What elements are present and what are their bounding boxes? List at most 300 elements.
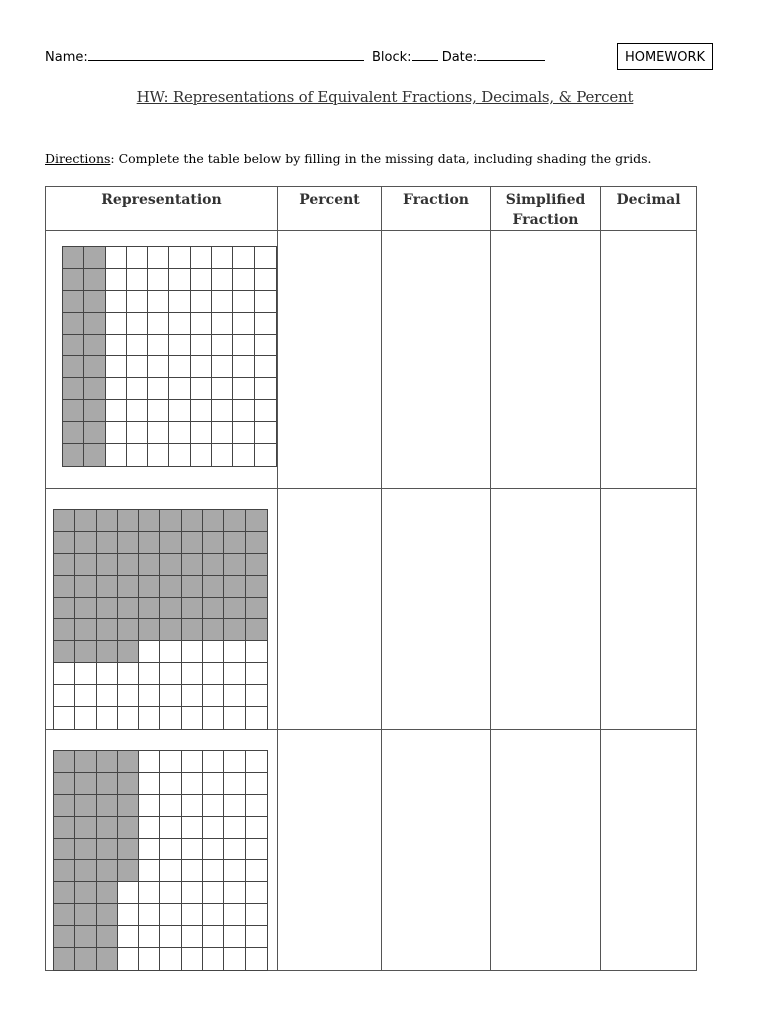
grid-square[interactable] <box>160 882 181 904</box>
grid-square-shaded[interactable] <box>246 532 267 554</box>
grid-square[interactable] <box>246 685 267 707</box>
grid-square[interactable] <box>233 356 254 378</box>
grid-square[interactable] <box>191 247 212 269</box>
grid-square[interactable] <box>139 926 160 948</box>
decimal-cell[interactable] <box>601 489 697 730</box>
grid-square[interactable] <box>148 378 169 400</box>
grid-square[interactable] <box>148 400 169 422</box>
grid-square[interactable] <box>182 795 203 817</box>
grid-square-shaded[interactable] <box>75 619 96 641</box>
grid-square-shaded[interactable] <box>224 576 245 598</box>
grid-square[interactable] <box>139 860 160 882</box>
grid-square[interactable] <box>255 335 276 357</box>
grid-square-shaded[interactable] <box>75 817 96 839</box>
grid-square-shaded[interactable] <box>75 882 96 904</box>
grid-square-shaded[interactable] <box>63 444 84 466</box>
grid-square[interactable] <box>191 291 212 313</box>
grid-square[interactable] <box>182 707 203 729</box>
grid-square[interactable] <box>255 313 276 335</box>
grid-square-shaded[interactable] <box>75 598 96 620</box>
grid-square[interactable] <box>203 641 224 663</box>
grid-square-shaded[interactable] <box>118 795 139 817</box>
grid-square[interactable] <box>148 444 169 466</box>
grid-square-shaded[interactable] <box>75 926 96 948</box>
grid-square[interactable] <box>203 751 224 773</box>
percent-cell[interactable] <box>278 730 382 971</box>
grid-square-shaded[interactable] <box>118 860 139 882</box>
grid-square[interactable] <box>233 335 254 357</box>
grid-square[interactable] <box>233 422 254 444</box>
grid-square[interactable] <box>203 707 224 729</box>
grid-square-shaded[interactable] <box>246 598 267 620</box>
grid-square-shaded[interactable] <box>203 619 224 641</box>
grid-square-shaded[interactable] <box>97 510 118 532</box>
grid-square-shaded[interactable] <box>97 795 118 817</box>
grid-square[interactable] <box>224 685 245 707</box>
grid-square[interactable] <box>160 904 181 926</box>
grid-square[interactable] <box>224 773 245 795</box>
grid-square[interactable] <box>106 422 127 444</box>
grid-square-shaded[interactable] <box>97 817 118 839</box>
grid-square-shaded[interactable] <box>75 751 96 773</box>
grid-square[interactable] <box>148 422 169 444</box>
grid-square-shaded[interactable] <box>54 598 75 620</box>
grid-square-shaded[interactable] <box>246 619 267 641</box>
grid-square[interactable] <box>203 795 224 817</box>
grid-square-shaded[interactable] <box>118 619 139 641</box>
grid-square-shaded[interactable] <box>84 444 105 466</box>
grid-square[interactable] <box>169 291 190 313</box>
grid-square-shaded[interactable] <box>139 532 160 554</box>
grid-square[interactable] <box>118 707 139 729</box>
grid-square[interactable] <box>160 707 181 729</box>
name-field[interactable] <box>88 48 364 61</box>
grid-square-shaded[interactable] <box>118 532 139 554</box>
grid-square[interactable] <box>203 817 224 839</box>
grid-square[interactable] <box>191 335 212 357</box>
decimal-cell[interactable] <box>601 730 697 971</box>
grid-square[interactable] <box>255 269 276 291</box>
grid-square[interactable] <box>182 860 203 882</box>
grid-square[interactable] <box>212 247 233 269</box>
grid-square[interactable] <box>224 882 245 904</box>
grid-square-shaded[interactable] <box>118 510 139 532</box>
grid-square[interactable] <box>233 291 254 313</box>
grid-square-shaded[interactable] <box>54 554 75 576</box>
grid-square-shaded[interactable] <box>118 554 139 576</box>
grid-square-shaded[interactable] <box>54 948 75 970</box>
grid-square-shaded[interactable] <box>97 948 118 970</box>
grid-square-shaded[interactable] <box>75 948 96 970</box>
grid-square[interactable] <box>139 641 160 663</box>
grid-square[interactable] <box>255 356 276 378</box>
grid-square-shaded[interactable] <box>118 817 139 839</box>
grid-square-shaded[interactable] <box>84 291 105 313</box>
grid-square[interactable] <box>106 247 127 269</box>
grid-square-shaded[interactable] <box>97 882 118 904</box>
grid-square[interactable] <box>139 839 160 861</box>
grid-square[interactable] <box>139 773 160 795</box>
grid-square-shaded[interactable] <box>97 773 118 795</box>
grid-square-shaded[interactable] <box>246 510 267 532</box>
grid-square-shaded[interactable] <box>182 554 203 576</box>
grid-square[interactable] <box>75 707 96 729</box>
grid-square-shaded[interactable] <box>203 554 224 576</box>
grid-square[interactable] <box>148 356 169 378</box>
grid-square-shaded[interactable] <box>118 598 139 620</box>
grid-square[interactable] <box>191 378 212 400</box>
grid-square-shaded[interactable] <box>54 795 75 817</box>
grid-square-shaded[interactable] <box>246 576 267 598</box>
grid-square[interactable] <box>127 269 148 291</box>
grid-square[interactable] <box>255 378 276 400</box>
grid-square-shaded[interactable] <box>139 598 160 620</box>
grid-square-shaded[interactable] <box>182 619 203 641</box>
grid-square[interactable] <box>169 269 190 291</box>
grid-square[interactable] <box>224 707 245 729</box>
grid-square[interactable] <box>224 948 245 970</box>
grid-square-shaded[interactable] <box>203 598 224 620</box>
fraction-cell[interactable] <box>382 231 491 489</box>
grid-square[interactable] <box>139 882 160 904</box>
grid-square-shaded[interactable] <box>97 641 118 663</box>
grid-square[interactable] <box>127 400 148 422</box>
grid-square-shaded[interactable] <box>75 773 96 795</box>
grid-square-shaded[interactable] <box>75 641 96 663</box>
grid-square[interactable] <box>255 444 276 466</box>
block-field[interactable] <box>412 48 438 61</box>
grid-square[interactable] <box>224 663 245 685</box>
grid-square[interactable] <box>246 795 267 817</box>
grid-square-shaded[interactable] <box>84 400 105 422</box>
grid-square[interactable] <box>139 795 160 817</box>
hundred-grid[interactable] <box>62 246 277 467</box>
simplified-fraction-cell[interactable] <box>491 231 601 489</box>
grid-square[interactable] <box>182 839 203 861</box>
grid-square[interactable] <box>139 663 160 685</box>
grid-square-shaded[interactable] <box>75 904 96 926</box>
grid-square[interactable] <box>169 422 190 444</box>
grid-square[interactable] <box>224 795 245 817</box>
grid-square[interactable] <box>182 685 203 707</box>
grid-square[interactable] <box>182 663 203 685</box>
grid-square[interactable] <box>169 247 190 269</box>
grid-square-shaded[interactable] <box>84 247 105 269</box>
grid-square-shaded[interactable] <box>118 576 139 598</box>
grid-square[interactable] <box>255 422 276 444</box>
grid-square[interactable] <box>224 751 245 773</box>
grid-square-shaded[interactable] <box>203 510 224 532</box>
grid-square[interactable] <box>160 663 181 685</box>
grid-square[interactable] <box>127 313 148 335</box>
grid-square[interactable] <box>203 839 224 861</box>
grid-square[interactable] <box>203 860 224 882</box>
grid-square[interactable] <box>246 707 267 729</box>
grid-square-shaded[interactable] <box>97 619 118 641</box>
grid-square[interactable] <box>182 751 203 773</box>
grid-square-shaded[interactable] <box>63 291 84 313</box>
grid-square-shaded[interactable] <box>118 751 139 773</box>
grid-square[interactable] <box>203 904 224 926</box>
grid-square[interactable] <box>160 926 181 948</box>
grid-square-shaded[interactable] <box>182 510 203 532</box>
grid-square-shaded[interactable] <box>139 576 160 598</box>
grid-square-shaded[interactable] <box>54 926 75 948</box>
grid-square[interactable] <box>127 378 148 400</box>
grid-square-shaded[interactable] <box>54 817 75 839</box>
grid-square[interactable] <box>233 313 254 335</box>
hundred-grid[interactable] <box>53 750 268 971</box>
grid-square-shaded[interactable] <box>139 619 160 641</box>
grid-square[interactable] <box>139 751 160 773</box>
grid-square-shaded[interactable] <box>160 619 181 641</box>
grid-square[interactable] <box>169 335 190 357</box>
grid-square-shaded[interactable] <box>160 554 181 576</box>
grid-square[interactable] <box>127 335 148 357</box>
grid-square-shaded[interactable] <box>54 532 75 554</box>
grid-square[interactable] <box>139 904 160 926</box>
grid-square[interactable] <box>212 335 233 357</box>
grid-square-shaded[interactable] <box>97 554 118 576</box>
simplified-fraction-cell[interactable] <box>491 489 601 730</box>
grid-square-shaded[interactable] <box>75 510 96 532</box>
grid-square-shaded[interactable] <box>97 926 118 948</box>
date-field[interactable] <box>477 48 545 61</box>
grid-square-shaded[interactable] <box>118 773 139 795</box>
grid-square[interactable] <box>160 948 181 970</box>
fraction-cell[interactable] <box>382 489 491 730</box>
grid-square[interactable] <box>212 378 233 400</box>
grid-square[interactable] <box>97 663 118 685</box>
grid-square[interactable] <box>106 291 127 313</box>
grid-square-shaded[interactable] <box>54 773 75 795</box>
grid-square-shaded[interactable] <box>97 839 118 861</box>
grid-square[interactable] <box>203 773 224 795</box>
grid-square-shaded[interactable] <box>160 532 181 554</box>
grid-square-shaded[interactable] <box>246 554 267 576</box>
grid-square-shaded[interactable] <box>203 532 224 554</box>
grid-square[interactable] <box>148 247 169 269</box>
grid-square[interactable] <box>160 685 181 707</box>
grid-square-shaded[interactable] <box>84 422 105 444</box>
grid-square[interactable] <box>182 817 203 839</box>
grid-square[interactable] <box>182 773 203 795</box>
grid-square[interactable] <box>212 313 233 335</box>
grid-square[interactable] <box>246 817 267 839</box>
grid-square-shaded[interactable] <box>63 247 84 269</box>
grid-square[interactable] <box>224 839 245 861</box>
grid-square[interactable] <box>139 948 160 970</box>
grid-square[interactable] <box>75 663 96 685</box>
grid-square-shaded[interactable] <box>224 598 245 620</box>
grid-square[interactable] <box>212 356 233 378</box>
grid-square[interactable] <box>106 269 127 291</box>
grid-square[interactable] <box>118 904 139 926</box>
grid-square[interactable] <box>118 685 139 707</box>
decimal-cell[interactable] <box>601 231 697 489</box>
grid-square[interactable] <box>182 926 203 948</box>
grid-square-shaded[interactable] <box>75 860 96 882</box>
grid-square-shaded[interactable] <box>182 598 203 620</box>
grid-square-shaded[interactable] <box>63 356 84 378</box>
grid-square[interactable] <box>169 444 190 466</box>
grid-square[interactable] <box>233 444 254 466</box>
grid-square[interactable] <box>246 860 267 882</box>
percent-cell[interactable] <box>278 489 382 730</box>
grid-square-shaded[interactable] <box>160 598 181 620</box>
grid-square[interactable] <box>54 685 75 707</box>
grid-square-shaded[interactable] <box>75 839 96 861</box>
grid-square[interactable] <box>106 444 127 466</box>
grid-square-shaded[interactable] <box>224 554 245 576</box>
grid-square[interactable] <box>106 378 127 400</box>
grid-square-shaded[interactable] <box>224 619 245 641</box>
simplified-fraction-cell[interactable] <box>491 730 601 971</box>
grid-square[interactable] <box>191 356 212 378</box>
grid-square-shaded[interactable] <box>63 269 84 291</box>
grid-square[interactable] <box>203 663 224 685</box>
grid-square[interactable] <box>246 882 267 904</box>
grid-square[interactable] <box>203 882 224 904</box>
grid-square[interactable] <box>212 269 233 291</box>
grid-square[interactable] <box>246 948 267 970</box>
grid-square[interactable] <box>255 291 276 313</box>
grid-square[interactable] <box>233 269 254 291</box>
grid-square[interactable] <box>246 904 267 926</box>
grid-square-shaded[interactable] <box>203 576 224 598</box>
grid-square-shaded[interactable] <box>75 576 96 598</box>
grid-square[interactable] <box>224 641 245 663</box>
grid-square[interactable] <box>106 400 127 422</box>
grid-square[interactable] <box>118 926 139 948</box>
grid-square[interactable] <box>246 751 267 773</box>
grid-square[interactable] <box>160 773 181 795</box>
grid-square[interactable] <box>148 335 169 357</box>
grid-square-shaded[interactable] <box>54 860 75 882</box>
grid-square-shaded[interactable] <box>63 378 84 400</box>
grid-square-shaded[interactable] <box>97 751 118 773</box>
grid-square-shaded[interactable] <box>97 532 118 554</box>
grid-square[interactable] <box>118 948 139 970</box>
grid-square-shaded[interactable] <box>182 576 203 598</box>
grid-square-shaded[interactable] <box>75 795 96 817</box>
grid-square[interactable] <box>203 948 224 970</box>
grid-square[interactable] <box>182 882 203 904</box>
grid-square-shaded[interactable] <box>54 641 75 663</box>
grid-square[interactable] <box>118 882 139 904</box>
grid-square[interactable] <box>233 400 254 422</box>
fraction-cell[interactable] <box>382 730 491 971</box>
grid-square[interactable] <box>54 663 75 685</box>
percent-cell[interactable] <box>278 231 382 489</box>
grid-square[interactable] <box>160 817 181 839</box>
grid-square-shaded[interactable] <box>224 532 245 554</box>
hundred-grid[interactable] <box>53 509 268 730</box>
grid-square-shaded[interactable] <box>160 510 181 532</box>
grid-square-shaded[interactable] <box>54 510 75 532</box>
grid-square[interactable] <box>160 641 181 663</box>
grid-square-shaded[interactable] <box>84 335 105 357</box>
grid-square[interactable] <box>246 773 267 795</box>
grid-square[interactable] <box>203 685 224 707</box>
grid-square[interactable] <box>212 291 233 313</box>
grid-square[interactable] <box>148 313 169 335</box>
grid-square[interactable] <box>169 378 190 400</box>
grid-square-shaded[interactable] <box>63 422 84 444</box>
grid-square[interactable] <box>127 422 148 444</box>
grid-square-shaded[interactable] <box>97 576 118 598</box>
grid-square[interactable] <box>224 904 245 926</box>
grid-square[interactable] <box>255 400 276 422</box>
grid-square[interactable] <box>54 707 75 729</box>
grid-square-shaded[interactable] <box>54 839 75 861</box>
grid-square-shaded[interactable] <box>224 510 245 532</box>
grid-square-shaded[interactable] <box>84 269 105 291</box>
grid-square-shaded[interactable] <box>54 576 75 598</box>
grid-square[interactable] <box>246 839 267 861</box>
grid-square[interactable] <box>106 356 127 378</box>
grid-square-shaded[interactable] <box>160 576 181 598</box>
grid-square[interactable] <box>139 707 160 729</box>
grid-square-shaded[interactable] <box>63 313 84 335</box>
grid-square[interactable] <box>246 641 267 663</box>
grid-square[interactable] <box>160 751 181 773</box>
grid-square-shaded[interactable] <box>54 619 75 641</box>
grid-square[interactable] <box>191 313 212 335</box>
grid-square[interactable] <box>106 335 127 357</box>
grid-square-shaded[interactable] <box>118 641 139 663</box>
grid-square[interactable] <box>191 400 212 422</box>
grid-square-shaded[interactable] <box>97 860 118 882</box>
grid-square[interactable] <box>246 926 267 948</box>
grid-square[interactable] <box>127 291 148 313</box>
grid-square[interactable] <box>106 313 127 335</box>
grid-square[interactable] <box>191 422 212 444</box>
grid-square[interactable] <box>182 641 203 663</box>
grid-square[interactable] <box>182 904 203 926</box>
grid-square[interactable] <box>224 860 245 882</box>
grid-square-shaded[interactable] <box>63 335 84 357</box>
grid-square-shaded[interactable] <box>63 400 84 422</box>
grid-square-shaded[interactable] <box>75 532 96 554</box>
grid-square-shaded[interactable] <box>54 882 75 904</box>
grid-square-shaded[interactable] <box>182 532 203 554</box>
grid-square[interactable] <box>169 400 190 422</box>
grid-square[interactable] <box>224 926 245 948</box>
grid-square[interactable] <box>203 926 224 948</box>
grid-square[interactable] <box>169 356 190 378</box>
grid-square[interactable] <box>148 291 169 313</box>
grid-square-shaded[interactable] <box>139 510 160 532</box>
grid-square[interactable] <box>127 247 148 269</box>
grid-square-shaded[interactable] <box>84 356 105 378</box>
grid-square[interactable] <box>160 795 181 817</box>
grid-square[interactable] <box>182 948 203 970</box>
grid-square[interactable] <box>127 444 148 466</box>
grid-square-shaded[interactable] <box>54 751 75 773</box>
grid-square[interactable] <box>191 269 212 291</box>
grid-square-shaded[interactable] <box>84 378 105 400</box>
grid-square[interactable] <box>127 356 148 378</box>
grid-square[interactable] <box>139 817 160 839</box>
grid-square-shaded[interactable] <box>75 554 96 576</box>
grid-square[interactable] <box>212 444 233 466</box>
grid-square[interactable] <box>139 685 160 707</box>
grid-square[interactable] <box>224 817 245 839</box>
grid-square[interactable] <box>233 247 254 269</box>
grid-square[interactable] <box>97 685 118 707</box>
grid-square[interactable] <box>118 663 139 685</box>
